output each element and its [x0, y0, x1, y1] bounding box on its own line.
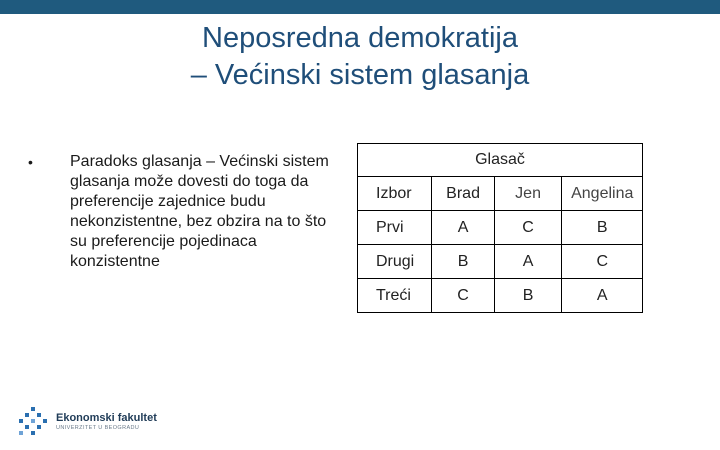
- logo-name: Ekonomski fakultet: [56, 412, 157, 424]
- table-cell: B: [494, 279, 562, 313]
- voter-group-header: Glasač: [358, 144, 643, 177]
- table-cell: A: [494, 245, 562, 279]
- dots-logo-icon: [14, 406, 52, 440]
- header-voter-jen: Jen: [494, 177, 562, 211]
- table-row: [358, 279, 643, 313]
- header-choice: Izbor: [358, 177, 432, 211]
- table-cell: B: [432, 245, 494, 279]
- header-voter-brad: Brad: [432, 177, 494, 211]
- bullet-list: [28, 152, 338, 272]
- table-cell: C: [432, 279, 494, 313]
- table-cell: B: [562, 211, 643, 245]
- table-row: [358, 245, 643, 279]
- table-header-row: [358, 177, 643, 211]
- bullet-item: [28, 152, 338, 272]
- faculty-logo: [14, 406, 214, 440]
- table-cell: A: [432, 211, 494, 245]
- bullet-marker: •: [28, 154, 33, 170]
- row-label: Prvi: [358, 211, 432, 245]
- slide-title: [0, 20, 720, 94]
- bullet-text: Paradoks glasanja – Većinski sistem glasanja može dovesti do toga da preferencije zajednice budu nekonzistentne, bez obzira na to što su preferencije pojedinaca konzistentne: [70, 153, 329, 270]
- row-label: Drugi: [358, 245, 432, 279]
- slide-title-line-1: Neposredna demokratija: [202, 22, 518, 54]
- row-label: Treći: [358, 279, 432, 313]
- table-group-header-row: [358, 144, 643, 177]
- voting-table: [357, 143, 643, 313]
- logo-subtitle: UNIVERZITET U BEOGRADU: [56, 425, 140, 431]
- top-accent-bar: [0, 0, 720, 14]
- header-voter-angelina: Angelina: [562, 177, 643, 211]
- slide-title-line-2: – Većinski sistem glasanja: [190, 59, 530, 91]
- table-cell: C: [562, 245, 643, 279]
- table-cell: A: [562, 279, 643, 313]
- table-row: [358, 211, 643, 245]
- table-cell: C: [494, 211, 562, 245]
